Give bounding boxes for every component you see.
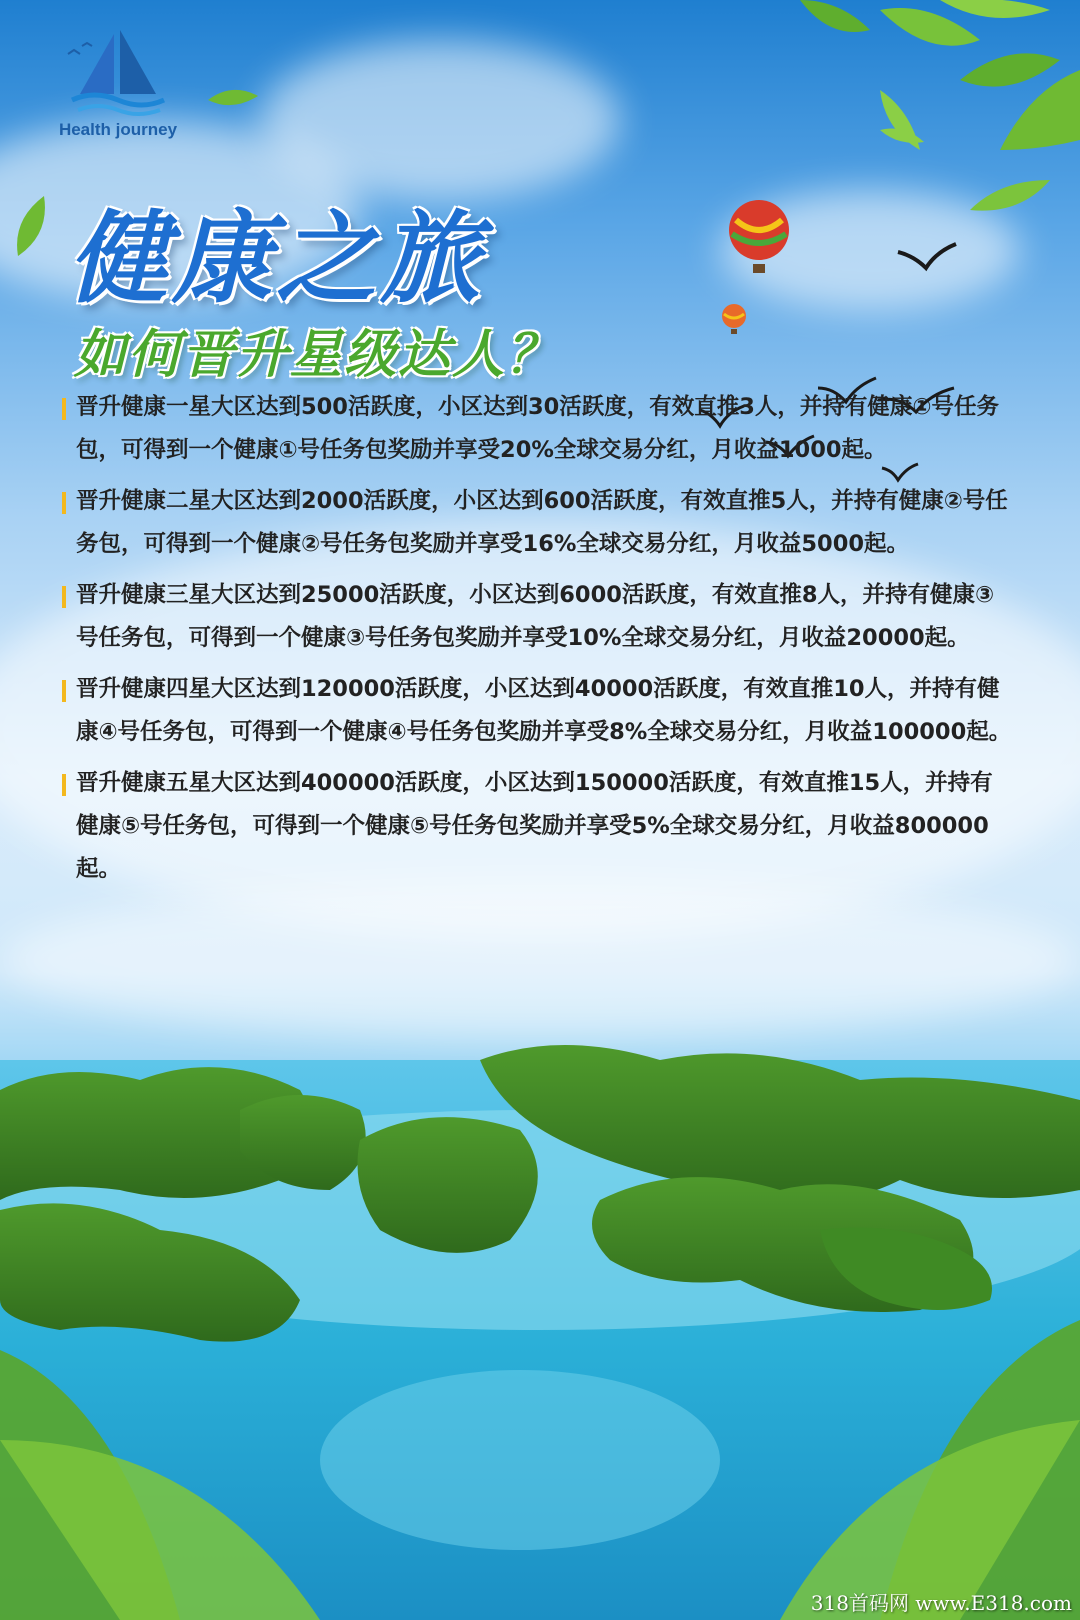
list-item	[62, 574, 1012, 660]
hot-air-balloon-icon	[720, 304, 748, 336]
page-subtitle: 如何晋升星级达人？	[74, 325, 561, 385]
cloud	[260, 40, 620, 200]
leaf-icon	[14, 194, 50, 258]
level-text: 晋升健康三星大区达到25000活跃度，小区达到6000活跃度，有效直推8人，并持有健康③号任务包，可得到一个健康③号任务包奖励并享受10%全球交易分红，月收益20000起。	[76, 582, 995, 651]
watermark: 318首码网 www.E318.com	[810, 1591, 1072, 1615]
sailboat-icon	[64, 28, 172, 120]
leaf-icon	[206, 86, 260, 110]
bird-icon	[896, 242, 958, 276]
level-list	[62, 386, 1012, 899]
bullet-bar	[62, 680, 66, 702]
level-text: 晋升健康四星大区达到120000活跃度，小区达到40000活跃度，有效直推10人，并持有健康④号任务包，可得到一个健康④号任务包奖励并享受8%全球交易分红，月收益100000起。	[76, 676, 1012, 745]
bullet-bar	[62, 586, 66, 608]
list-item	[62, 386, 1012, 472]
list-item	[62, 480, 1012, 566]
leaves-icon	[760, 0, 1080, 220]
islands-illustration	[0, 1020, 1080, 1620]
level-text: 晋升健康一星大区达到500活跃度，小区达到30活跃度，有效直推3人，并持有健康①号任务包，可得到一个健康①号任务包奖励并享受20%全球交易分红，月收益1000起。	[76, 394, 999, 463]
list-item	[62, 668, 1012, 754]
cloud	[0, 880, 1080, 1040]
logo	[48, 28, 188, 148]
level-text: 晋升健康二星大区达到2000活跃度，小区达到600活跃度，有效直推5人，并持有健康②号任务包，可得到一个健康②号任务包奖励并享受16%全球交易分红，月收益5000起。	[76, 488, 1008, 557]
bullet-bar	[62, 774, 66, 796]
bullet-bar	[62, 398, 66, 420]
level-text: 晋升健康五星大区达到400000活跃度，小区达到150000活跃度，有效直推15人，并持有健康⑤号任务包，可得到一个健康⑤号任务包奖励并享受5%全球交易分红，月收益800000起。	[76, 770, 993, 882]
logo-text: Health journey	[58, 120, 178, 139]
leaf-icon	[878, 124, 926, 148]
list-item	[62, 762, 1012, 891]
bullet-bar	[62, 492, 66, 514]
page-title: 健康之旅	[68, 200, 484, 317]
